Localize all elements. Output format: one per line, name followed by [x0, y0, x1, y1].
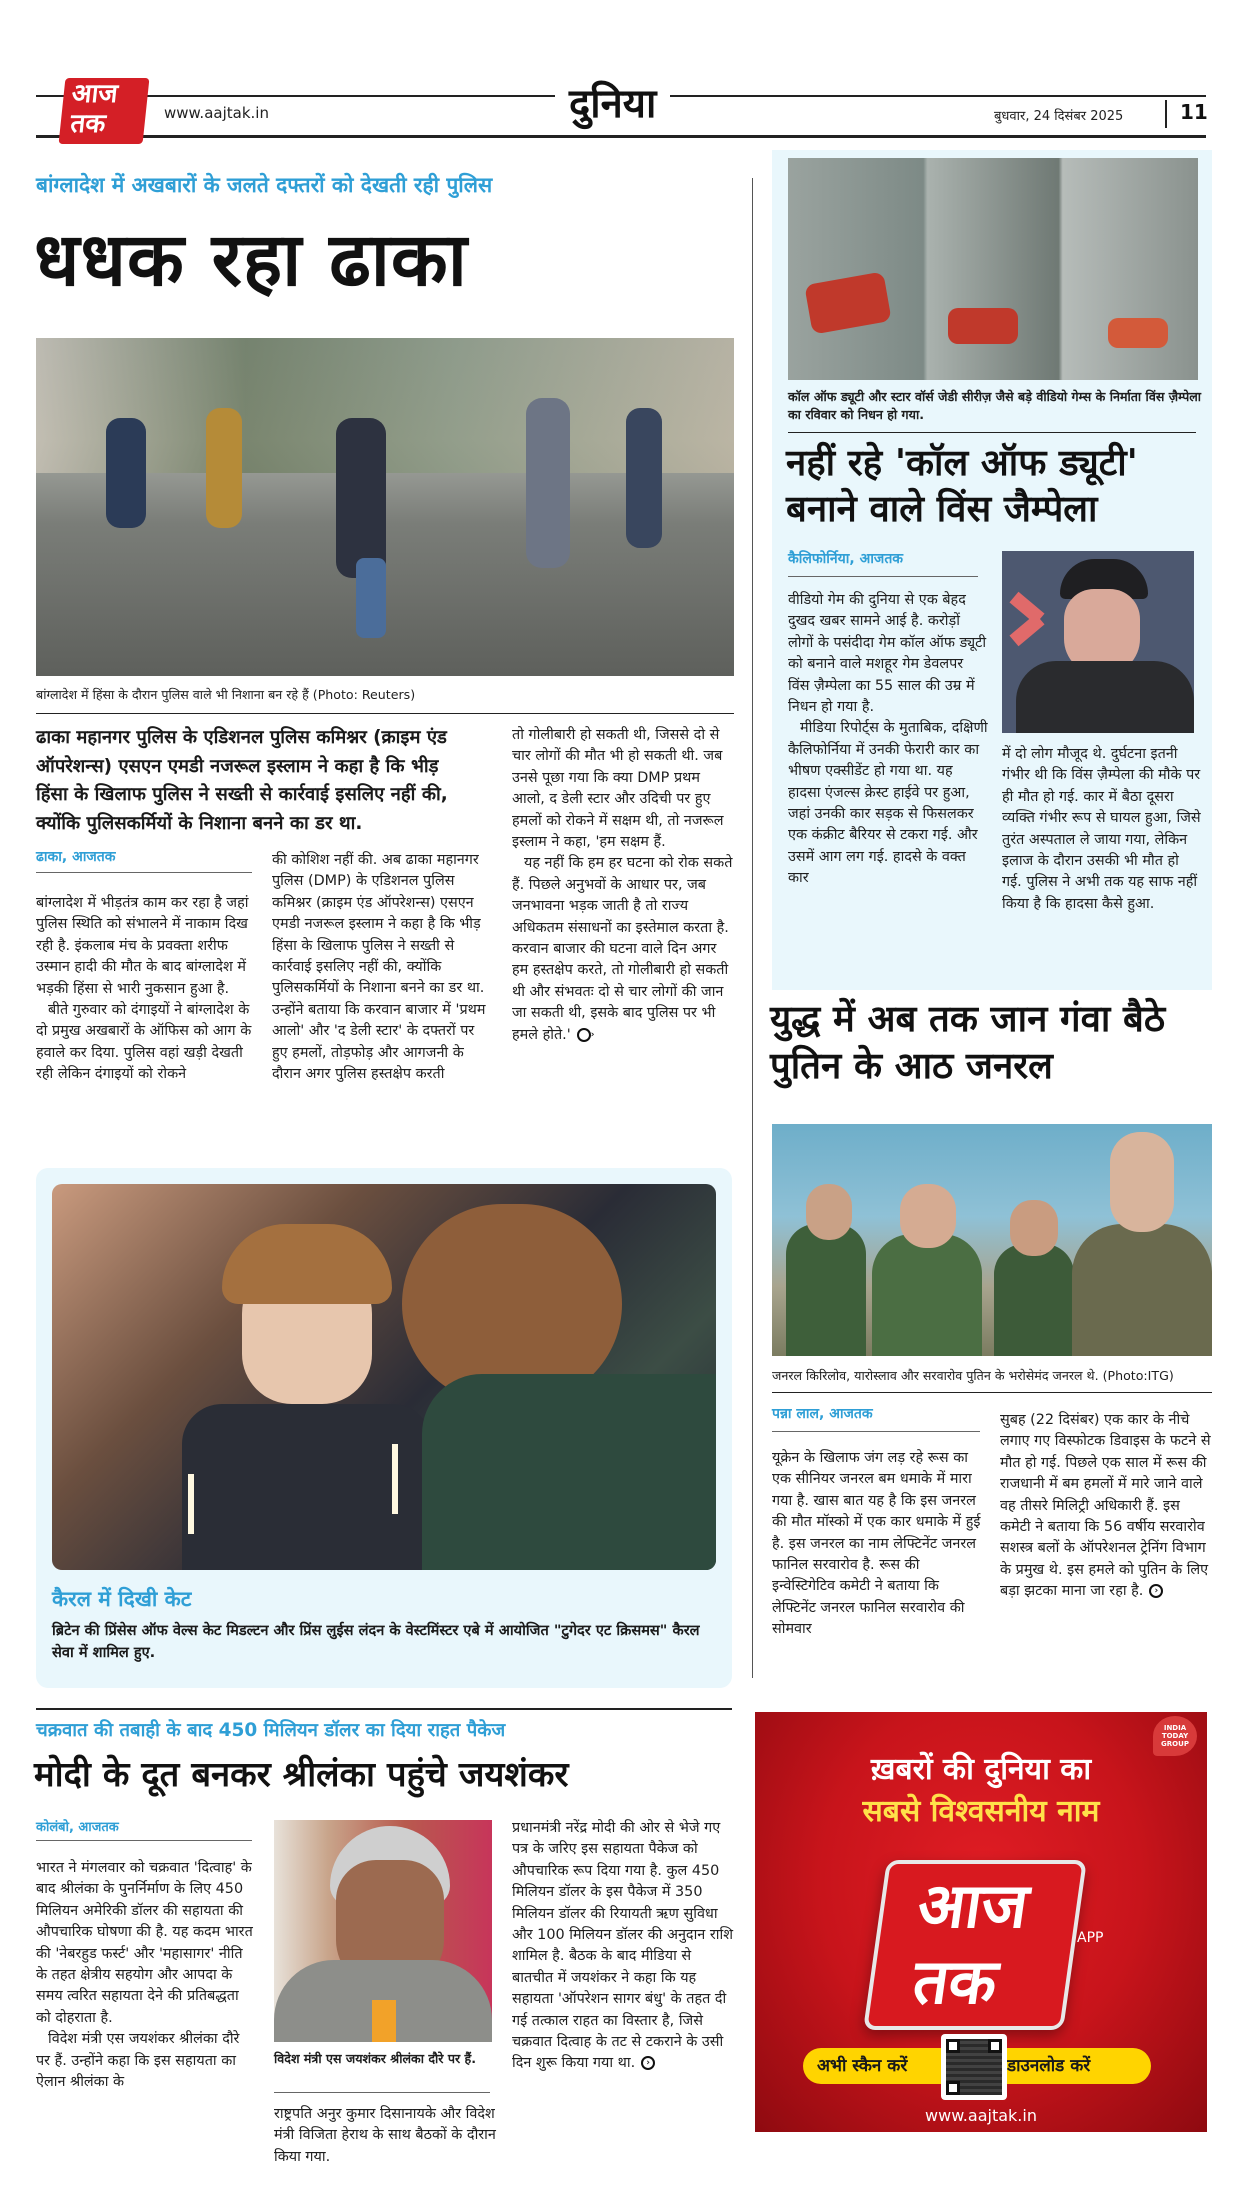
logo-bottom-text: तक	[69, 109, 108, 139]
kate-caption: ब्रिटेन की प्रिंसेस ऑफ वेल्स केट मिडल्टन और प्रिंस लुईस लंदन के वेस्टमिंस्टर एबे में आयोजित "टुगेदर एट क्रिसमस" कैरल सेवा में शामिल हुए.	[52, 1622, 700, 1661]
jaishankar-col2-p1: राष्ट्रपति अनुर कुमार दिसानायके और विदेश मंत्री विजिता हेराथ के साथ बैठकों के दौरान किया गया.	[274, 2106, 496, 2165]
dhaka-photo-caption: बांग्लादेश में हिंसा के दौरान पुलिस वाले भी निशाना बन रहे हैं (Photo: Reuters)	[36, 687, 416, 702]
jaishankar-headline: मोदी के दूत बनकर श्रीलंका पहुंचे जयशंकर	[34, 1755, 569, 1795]
page-number: 11	[1180, 100, 1208, 124]
dhaka-kicker: बांग्लादेश में अखबारों के जलते दफ्तरों को देखती रही पुलिस	[36, 173, 493, 197]
masthead-website[interactable]: www.aajtak.in	[160, 104, 273, 122]
download-label[interactable]: डाउनलोड करें	[1007, 2056, 1091, 2076]
dhaka-col1-p2: बीते गुरुवार को दंगाइयों ने बांग्लादेश के दो प्रमुख अखबारों के ऑफिस को आग के हवाले कर दिया. पुलिस वहां खड़ी देखती रही लेकिन दंगाइयों को रोकने	[36, 1002, 252, 1083]
jaishankar-col1-p1: भारत ने मंगलवार को चक्रवात 'दित्वाह' के बाद श्रीलंका के पुनर्निर्माण के लिए 450 मिलियन अमेरिकी डॉलर की सहायता की औपचारिक घोषणा की है. यह कदम भारत की 'नेबरहुड फर्स्ट' और 'महासागर' नीति के तहत क्षेत्रीय सहयोग और आपदा के समय त्वरित सहायता देने की प्रतिबद्धता को दोहराता है.	[36, 1860, 253, 2026]
jaishankar-dateline: कोलंबो, आजतक	[36, 1820, 119, 1835]
ad-aajtak-logo	[863, 1860, 1087, 2030]
kate-title: कैरल में दिखी केट	[52, 1587, 192, 1611]
ad-logo-top: आज	[913, 1869, 1034, 1942]
india-today-group-logo: INDIA TODAY GROUP	[1153, 1716, 1197, 1756]
column-divider	[752, 178, 753, 1678]
jaishankar-photo-caption: विदेश मंत्री एस जयशंकर श्रीलंका दौरे पर हैं.	[274, 2051, 476, 2066]
putin-headline: युद्ध में अब तक जान गंवा बैठे पुतिन के आठ जनरल	[770, 997, 1166, 1087]
putin-col1-p1: यूक्रेन के खिलाफ जंग लड़ रहे रूस का एक सीनियर जनरल बम धमाके में मारा गया है. खास बात यह है कि इस जनरल की मौत मॉस्को में एक कार धमाके में हुई है. इस जनरल का नाम लेफ्टिनेंट जनरल फानिल सरवारोव है. रूस की इन्वेस्टिगेटिव कमेटी ने बताया कि लेफ्टिनेंट जनरल फानिल सरवारोव की सोमवार	[772, 1450, 981, 1638]
masthead-divider	[1165, 100, 1167, 128]
putin-col2-p1: सुबह (22 दिसंबर) एक कार के नीचे लगाए गए विस्फोटक डिवाइस के फटने से मौत हो गई. पिछले एक साल में रूस की राजधानी में बम हमलों में मारे जाने वाले वह तीसरे मिलिट्री अधिकारी हैं. इस कमेटी ने बताया कि 56 वर्षीय सरवारोव सशस्त्र बलों के ऑपरेशनल ट्रेनिंग विभाग के प्रमुख थे. इस हमले को पुतिन के लिए बड़ा झटका माना जा रहा है.	[1000, 1412, 1211, 1600]
putin-generals-photo	[772, 1124, 1212, 1356]
putin-photo-caption: जनरल किरिलोव, यारोस्लाव और सरवारोव पुतिन के भरोसेमंद जनरल थे. (Photo:ITG)	[772, 1368, 1174, 1383]
continue-arrow-icon[interactable]: ›	[577, 1028, 591, 1042]
dhaka-col1-p1: बांग्लादेश में भीड़तंत्र काम कर रहा है जहां पुलिस स्थिति को संभालने में नाकाम दिख रही है. इंकलाब मंच के प्रवक्ता शरीफ उस्मान हादी की मौत के बाद बांग्लादेश में भड़की हिंसा से भारी नुकसान हुआ है.	[36, 895, 249, 997]
dhaka-dateline-rule	[36, 872, 252, 873]
jaishankar-kicker: चक्रवात की तबाही के बाद 450 मिलियन डॉलर का दिया राहत पैकेज	[36, 1720, 506, 1741]
vince-portrait-photo	[1002, 551, 1194, 733]
dhaka-lede: ढाका महानगर पुलिस के एडिशनल पुलिस कमिश्नर (क्राइम एंड ऑपरेशन्स) एसएन एमडी नजरूल इस्लाम ने कहा है कि भीड़ हिंसा के खिलाफ पुलिस ने सख्ती से कार्रवाई इसलिए नहीं की, क्योंकि पुलिसकर्मियों के निशाना बनने का डर था.	[36, 727, 448, 834]
dhaka-col2-p1: की कोशिश नहीं की. अब ढाका महानगर पुलिस (DMP) के एडिशनल पुलिस कमिश्नर (क्राइम एंड ऑपरेशन्स) एसएन एमडी नजरूल इस्लाम ने कहा है कि भीड़ हिंसा के खिलाफ पुलिस ने सख्ती से कार्रवाई इसलिए नहीं की, क्योंकि पुलिसकर्मियों के निशाना बनने का डर था. उन्होंने बताया कि करवान बाजार में 'प्रथम आलो' और 'द डेली स्टार' के दफ्तरों पर हुए हमलों, तोड़फोड़ और आगजनी के दौरान अगर पुलिस हस्तक्षेप करती	[272, 852, 486, 1083]
putin-column-1	[772, 1448, 984, 1641]
putin-column-2	[1000, 1410, 1212, 1603]
ad-website[interactable]: www.aajtak.in	[925, 2106, 1037, 2125]
jaishankar-dateline-rule	[36, 1840, 252, 1841]
putin-dateline: पन्ना लाल, आजतक	[772, 1406, 873, 1422]
vince-crash-photo	[788, 158, 1198, 380]
vince-col1-p2: मीडिया रिपोर्ट्स के मुताबिक, दक्षिणी कैलिफोर्निया में उनकी फेरारी कार का भीषण एक्सीडेंट हो गया था. यह हादसा एंजल्स क्रेस्ट हाईवे पर हुआ, जहां उनकी कार सड़क से फिसलकर एक कंक्रीट बैरियर से टकरा गई. और उसमें आग लग गई. हादसे के वक्त कार	[788, 720, 988, 887]
jaishankar-col1-p2: विदेश मंत्री एस जयशंकर श्रीलंका दौरे पर हैं. उन्होंने कहा कि इस सहायता का ऐलान श्रीलंका के	[36, 2031, 240, 2091]
jaishankar-column-2	[274, 2104, 496, 2168]
section-title: दुनिया	[555, 78, 670, 130]
continue-arrow-icon[interactable]: ›	[641, 2056, 655, 2070]
vince-column-1	[788, 590, 988, 890]
vince-dateline: कैलिफोर्निया, आजतक	[788, 551, 904, 567]
putin-dateline-rule	[772, 1431, 980, 1432]
scan-now-label[interactable]: अभी स्कैन करें	[817, 2056, 908, 2076]
dhaka-column-2	[272, 850, 494, 1085]
ad-app-label: APP	[1077, 1930, 1104, 1946]
dhaka-riot-photo	[36, 338, 734, 676]
jaishankar-caption-rule	[274, 2092, 490, 2093]
kate-carol-photo	[52, 1184, 716, 1570]
jaishankar-col3-p1: प्रधानमंत्री नरेंद्र मोदी की ओर से भेजे गए पत्र के जरिए इस सहायता पैकेज को औपचारिक रूप दिया गया है. कुल 450 मिलियन डॉलर के इस पैकेज में 350 मिलियन डॉलर की रियायती ऋण सुविधा और 100 मिलियन डॉलर की अनुदान राशि शामिल है. बैठक के बाद मीडिया से बातचीत में जयशंकर ने कहा कि यह सहायता 'ऑपरेशन सागर बंधु' के तहत दी गई तत्काल राहत का विस्तार है, जिसे चक्रवात दित्वाह के तट से टकराने के उसी दिन शुरू किया गया था.	[512, 1820, 733, 2072]
dhaka-column-1	[36, 893, 256, 1086]
masthead-date: बुधवार, 24 दिसंबर 2025	[990, 106, 1127, 124]
masthead-bottom-rule	[36, 135, 1206, 138]
ad-line-1: ख़बरों की दुनिया का	[870, 1752, 1092, 1787]
vince-col1-p1: वीडियो गेम की दुनिया से एक बेहद दुखद खबर सामने आई है. करोड़ों लोगों के पसंदीदा गेम कॉल ऑफ ड्यूटी को बनाने वाले मशहूर गेम डेवलपर विंस ज़ैम्पेला का 55 साल की उम्र में निधन हो गया है.	[788, 592, 987, 716]
vince-col2-p1: में दो लोग मौजूद थे. दुर्घटना इतनी गंभीर थी कि विंस ज़ैम्पेला की मौके पर ही मौत हो गई. कार में बैठा दूसरा व्यक्ति गंभीर रूप से घायल हुआ, जिसे तुरंत अस्पताल ले जाया गया, लेकिन इलाज के दौरान उसकी भी मौत हो गई. पुलिस ने अभी तक यह साफ नहीं किया है कि हादसा कैसे हुआ.	[1002, 746, 1201, 912]
qr-code-icon[interactable]	[941, 2034, 1007, 2100]
dhaka-headline: धधक रहा ढाका	[34, 217, 468, 303]
dhaka-caption-rule	[36, 713, 734, 714]
vince-photo-caption: कॉल ऑफ ड्यूटी और स्टार वॉर्स जेडी सीरीज़ जैसे बड़े वीडियो गेम्स के निर्माता विंस ज़ैम्पेला का रविवार को निधन हो गया.	[788, 389, 1202, 422]
aajtak-logo[interactable]	[59, 78, 150, 144]
jaishankar-photo	[274, 1820, 492, 2042]
dhaka-col3-p2: यह नहीं कि हम हर घटना को रोक सकते हैं. पिछले अनुभवों के आधार पर, जब जनभावना भड़क जाती है तो राज्य अधिकतम संसाधनों का इस्तेमाल करता है. करवान बाजार की घटना वाले दिन अगर हम हस्तक्षेप करते, तो गोलीबारी हो सकती थी और संभवतः दो से चार लोगों की जान जा सकती थी, इसके बाद पुलिस पर भी हमले होते.'	[512, 855, 733, 1043]
aajtak-app-ad[interactable]	[755, 1712, 1207, 2132]
vince-column-2	[1002, 744, 1202, 915]
ad-line-2: सबसे विश्वसनीय नाम	[862, 1794, 1100, 1829]
logo-top-text: आज	[70, 79, 120, 109]
dhaka-column-3	[512, 725, 734, 1046]
vince-headline: नहीं रहे 'कॉल ऑफ ड्यूटी' बनाने वाले विंस जैम्पेला	[786, 441, 1138, 530]
vince-caption-rule	[788, 432, 1196, 433]
ad-logo-bottom: तक	[908, 1945, 1002, 2018]
jaishankar-column-3	[512, 1818, 734, 2075]
vince-dateline-rule	[788, 576, 978, 577]
dhaka-col3-p1: तो गोलीबारी हो सकती थी, जिससे दो से चार लोगों की मौत भी हो सकती थी. जब उनसे पूछा गया कि क्या DMP प्रथम आलो, द डेली स्टार और उदिची पर हुए हमलों को रोकने में सक्षम थी, तो नजरूल इस्लाम ने कहा, 'हम सक्षम हैं.	[512, 727, 724, 851]
jaishankar-top-rule	[36, 1708, 732, 1710]
dhaka-dateline: ढाका, आजतक	[36, 849, 116, 865]
putin-caption-rule	[772, 1392, 1212, 1393]
jaishankar-column-1	[36, 1858, 256, 2093]
continue-arrow-icon[interactable]: ›	[1149, 1584, 1163, 1598]
